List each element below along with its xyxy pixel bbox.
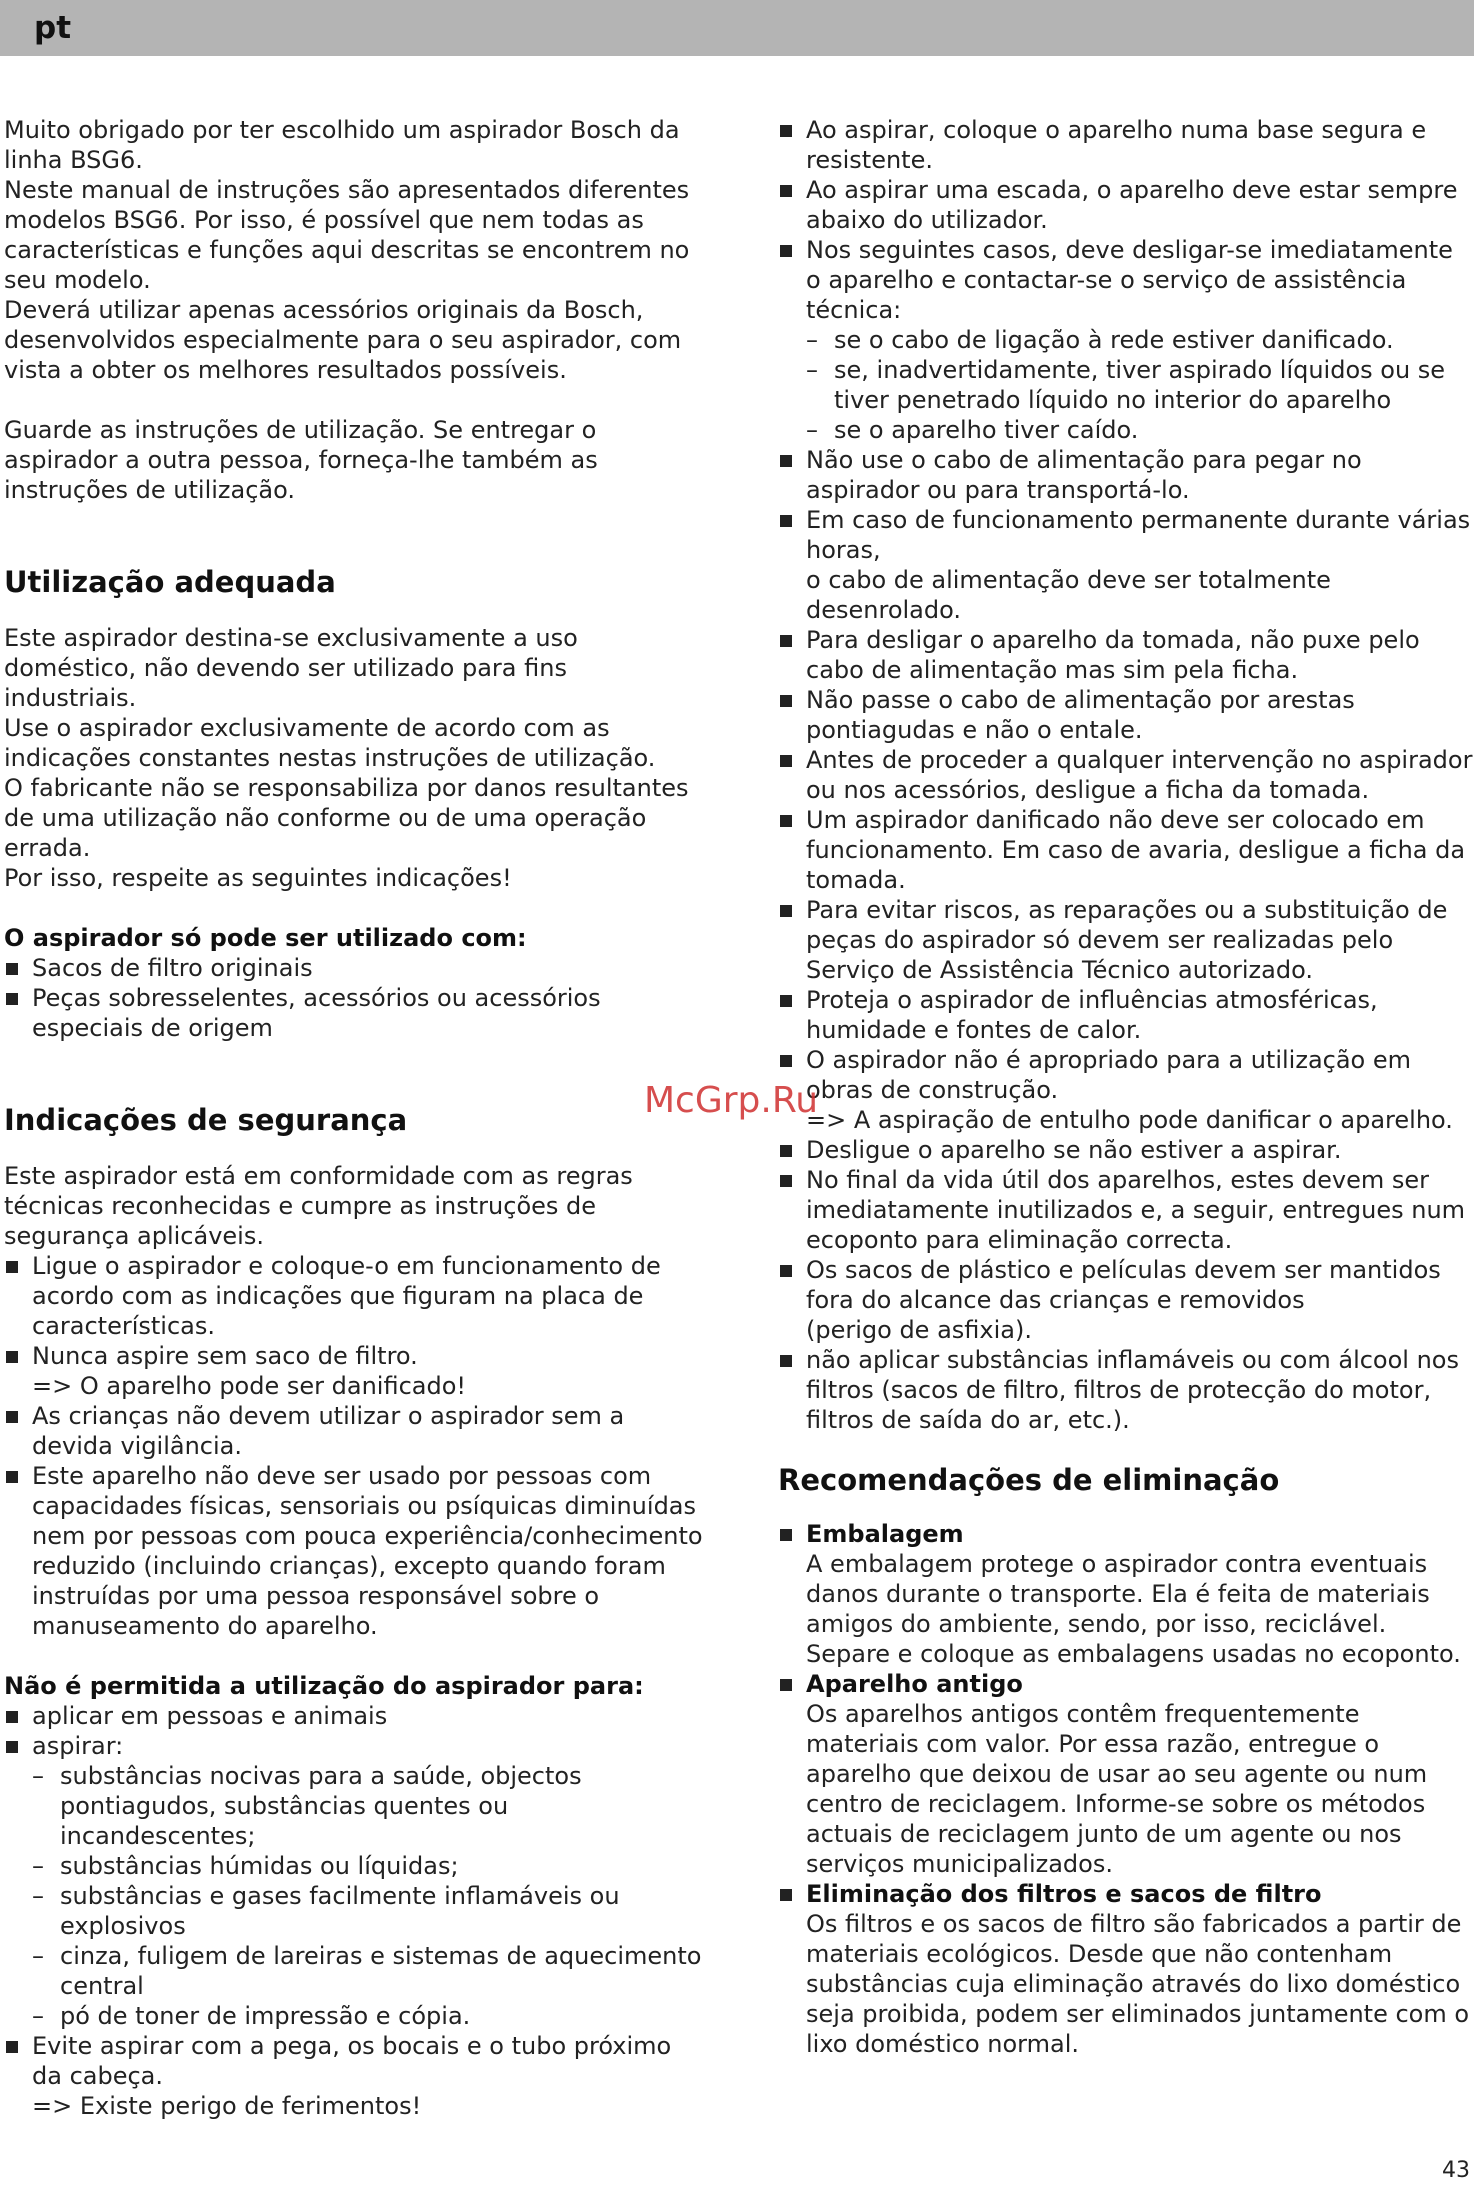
- list-item: Ligue o aspirador e coloque-o em funcionamento de acordo com as indicações que figuram na placa de características.: [4, 1251, 704, 1341]
- list-item-text: O aspirador não é apropriado para a utilização em obras de construção.: [806, 1046, 1412, 1104]
- list-item-text: Os sacos de plástico e películas devem ser mantidos fora do alcance das crianças e removidos: [806, 1256, 1441, 1314]
- list-item: [4, 1341, 704, 1401]
- section-title-safety: Indicações de segurança: [4, 1103, 408, 1137]
- sub-list-item: – se o cabo de ligação à rede estiver danificado.: [806, 325, 1474, 355]
- list-item-note: (perigo de asfixia).: [806, 1316, 1032, 1344]
- disposal-item-title: Aparelho antigo: [806, 1670, 1023, 1698]
- list-item-text: Evite aspirar com a pega, os bocais e o tubo próximo da cabeça.: [32, 2032, 672, 2090]
- list-item: Ao aspirar uma escada, o aparelho deve estar sempre abaixo do utilizador.: [778, 175, 1474, 235]
- cases-sublist: [806, 325, 1474, 445]
- disposal-list: [778, 1519, 1474, 2059]
- disposal-item: [778, 1879, 1474, 2059]
- disposal-item-title: Embalagem: [806, 1520, 964, 1548]
- use-paragraph: Por isso, respeite as seguintes indicações!: [4, 864, 512, 892]
- list-item-note: => A aspiração de entulho pode danificar o aparelho.: [806, 1106, 1453, 1134]
- safety-list-continued: [778, 115, 1474, 1435]
- use-paragraph: Este aspirador destina-se exclusivamente a uso doméstico, não devendo ser utilizado para fins industriais.: [4, 624, 578, 712]
- list-item: aplicar em pessoas e animais: [4, 1701, 704, 1731]
- not-allowed-heading: Não é permitida a utilização do aspirador para:: [4, 1672, 644, 1700]
- list-item: Sacos de filtro originais: [4, 953, 704, 983]
- list-item: Para evitar riscos, as reparações ou a substituição de peças do aspirador só devem ser realizadas pelo Serviço de Assistência Técnico autorizado.: [778, 895, 1474, 985]
- list-item: Este aparelho não deve ser usado por pessoas com capacidades físicas, sensoriais ou psíquicas diminuídas nem por pessoas com pouca experiência/conhecimento reduzido (incluindo crianças), excepto quando foram instruídas por uma pessoa responsável sobre o manuseamento do aparelho.: [4, 1461, 704, 1641]
- disposal-item-text: Os filtros e os sacos de filtro são fabricados a partir de materiais ecológicos. Desde que não contenham substâncias cuja eliminação através do lixo doméstico seja proibida, podem ser eliminados juntamente com o lixo doméstico normal.: [806, 1910, 1470, 2058]
- sub-list-item: – se o aparelho tiver caído.: [806, 415, 1474, 445]
- section-title-disposal: Recomendações de eliminação: [778, 1463, 1280, 1497]
- page-number: 43: [1442, 2158, 1470, 2183]
- list-item: [778, 1045, 1474, 1135]
- list-item: [778, 1255, 1474, 1345]
- list-item-text: aspirar:: [32, 1732, 124, 1760]
- guard-instructions: Guarde as instruções de utilização. Se entregar o aspirador a outra pessoa, forneça-lhe também as instruções de utilização.: [4, 416, 598, 504]
- safety-intro: Este aspirador está em conformidade com as regras técnicas reconhecidas e cumpre as instruções de segurança aplicáveis.: [4, 1162, 633, 1250]
- header-bar: [0, 0, 1474, 56]
- right-column: [778, 115, 1474, 2059]
- sub-list-item: – pó de toner de impressão e cópia.: [32, 2001, 704, 2031]
- aspirar-sublist: [32, 1761, 704, 2031]
- disposal-item-title: Eliminação dos filtros e sacos de filtro: [806, 1880, 1322, 1908]
- list-item: Não passe o cabo de alimentação por arestas pontiagudas e não o entale.: [778, 685, 1474, 745]
- list-item: [778, 505, 1474, 625]
- sub-list-item: – se, inadvertidamente, tiver aspirado líquidos ou se tiver penetrado líquido no interior do aparelho: [806, 355, 1474, 415]
- disposal-item: [778, 1669, 1474, 1879]
- list-item-text: Em caso de funcionamento permanente durante várias horas,: [806, 506, 1471, 564]
- list-item: [4, 1731, 704, 2031]
- list-item: não aplicar substâncias inflamáveis ou com álcool nos filtros (sacos de filtro, filtros de protecção do motor, filtros de saída do ar, etc.).: [778, 1345, 1474, 1435]
- watermark: McGrp.Ru: [644, 1080, 819, 1121]
- list-item: As crianças não devem utilizar o aspirador sem a devida vigilância.: [4, 1401, 704, 1461]
- use-block: [4, 623, 704, 893]
- only-with-heading: O aspirador só pode ser utilizado com:: [4, 924, 527, 952]
- intro-paragraph: Muito obrigado por ter escolhido um aspirador Bosch da linha BSG6.: [4, 116, 680, 174]
- list-item-note: => Existe perigo de ferimentos!: [32, 2092, 422, 2120]
- use-paragraph: Use o aspirador exclusivamente de acordo com as indicações constantes nestas instruções de utilização.: [4, 714, 656, 772]
- list-item-text: Nos seguintes casos, deve desligar-se imediatamente o aparelho e contactar-se o serviço de assistência técnica:: [806, 236, 1453, 324]
- intro-paragraph: Neste manual de instruções são apresentados diferentes modelos BSG6. Por isso, é possível que nem todas as características e funções aqui descritas se encontrem no seu modelo.: [4, 176, 690, 294]
- list-item: No final da vida útil dos aparelhos, estes devem ser imediatamente inutilizados e, a seguir, entregues num ecoponto para eliminação correcta.: [778, 1165, 1474, 1255]
- list-item: Não use o cabo de alimentação para pegar no aspirador ou para transportá-lo.: [778, 445, 1474, 505]
- list-item: Antes de proceder a qualquer intervenção no aspirador ou nos acessórios, desligue a ficha da tomada.: [778, 745, 1474, 805]
- list-item: Peças sobresselentes, acessórios ou acessórios especiais de origem: [4, 983, 704, 1043]
- list-item-note: => O aparelho pode ser danificado!: [32, 1372, 467, 1400]
- only-with-list: [4, 953, 704, 1043]
- left-column: [4, 115, 704, 2121]
- list-item-note: o cabo de alimentação deve ser totalmente desenrolado.: [806, 566, 1331, 624]
- intro-paragraph: Deverá utilizar apenas acessórios originais da Bosch, desenvolvidos especialmente para o seu aspirador, com vista a obter os melhores resultados possíveis.: [4, 296, 682, 384]
- sub-list-item: – substâncias nocivas para a saúde, objectos pontiagudos, substâncias quentes ou incandescentes;: [32, 1761, 704, 1851]
- sub-list-item: – cinza, fuligem de lareiras e sistemas de aquecimento central: [32, 1941, 704, 2001]
- list-item: Para desligar o aparelho da tomada, não puxe pelo cabo de alimentação mas sim pela ficha.: [778, 625, 1474, 685]
- disposal-item-text: A embalagem protege o aspirador contra eventuais danos durante o transporte. Ela é feita de materiais amigos do ambiente, sendo, por isso, reciclável. Separe e coloque as embalagens usadas no ecoponto.: [806, 1550, 1461, 1668]
- list-item: Ao aspirar, coloque o aparelho numa base segura e resistente.: [778, 115, 1474, 175]
- list-item: Desligue o aparelho se não estiver a aspirar.: [778, 1135, 1474, 1165]
- section-title-use: Utilização adequada: [4, 565, 336, 599]
- language-label: pt: [34, 10, 72, 46]
- sub-list-item: – substâncias húmidas ou líquidas;: [32, 1851, 704, 1881]
- safety-list: [4, 1251, 704, 1641]
- list-item: Proteja o aspirador de influências atmosféricas, humidade e fontes de calor.: [778, 985, 1474, 1045]
- list-item: [778, 235, 1474, 445]
- intro-block: [4, 115, 704, 385]
- not-allowed-list: [4, 1701, 704, 2121]
- list-item: Um aspirador danificado não deve ser colocado em funcionamento. Em caso de avaria, desligue a ficha da tomada.: [778, 805, 1474, 895]
- sub-list-item: – substâncias e gases facilmente inflamáveis ou explosivos: [32, 1881, 704, 1941]
- use-paragraph: O fabricante não se responsabiliza por danos resultantes de uma utilização não conforme ou de uma operação errada.: [4, 774, 689, 862]
- disposal-item-text: Os aparelhos antigos contêm frequentemente materiais com valor. Por essa razão, entregue o aparelho que deixou de usar ao seu agente ou num centro de reciclagem. Informe-se sobre os métodos actuais de reciclagem junto de um agente ou nos serviços municipalizados.: [806, 1700, 1428, 1878]
- list-item: [4, 2031, 704, 2121]
- disposal-item: [778, 1519, 1474, 1669]
- list-item-text: Nunca aspire sem saco de filtro.: [32, 1342, 418, 1370]
